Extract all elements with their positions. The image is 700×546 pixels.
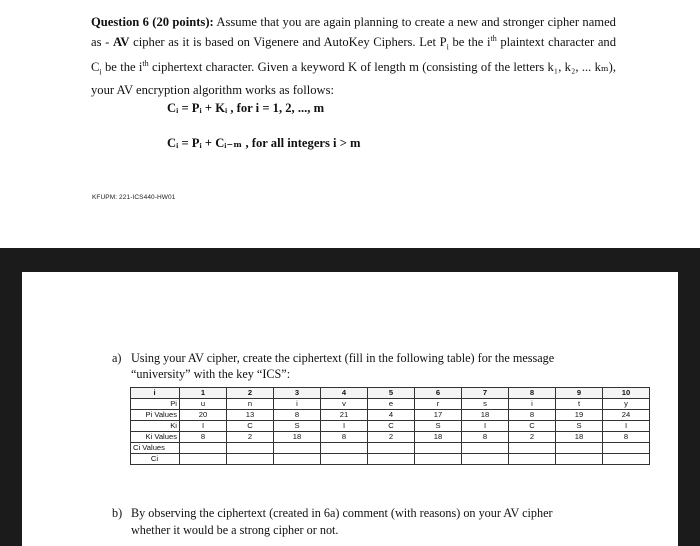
table-cell: r (415, 399, 462, 410)
row-label: Pi (131, 399, 180, 410)
table-row-ciphertext (131, 454, 650, 465)
table-cell-empty (227, 443, 274, 454)
part-a-text: Using your AV cipher, create the ciphertext (fill in the following table) for the message “university” with the key “ICS”: (131, 351, 555, 381)
table-header-cell: 6 (415, 388, 462, 399)
table-cell-empty (415, 454, 462, 465)
table-cell: e (368, 399, 415, 410)
right-border (678, 272, 700, 546)
table-cell: 24 (603, 410, 650, 421)
table-cell-empty (368, 454, 415, 465)
table-cell: I (462, 421, 509, 432)
part-b-label: b) (112, 506, 123, 520)
table-cell: 18 (415, 432, 462, 443)
table-header-cell: 9 (556, 388, 603, 399)
table-cell: I (603, 421, 650, 432)
table-cell: 18 (556, 432, 603, 443)
table-cell-empty (462, 443, 509, 454)
table-cell-empty (180, 443, 227, 454)
table-cell: 17 (415, 410, 462, 421)
table-cell: 8 (274, 410, 321, 421)
formula-initial: Cᵢ = Pᵢ + Kᵢ , for i = 1, 2, ..., m (167, 101, 325, 115)
table-cell-empty (415, 443, 462, 454)
table-cell-empty (509, 443, 556, 454)
table-cell: i (274, 399, 321, 410)
table-cell: 13 (227, 410, 274, 421)
table-header-cell: 1 (180, 388, 227, 399)
table-cell: 20 (180, 410, 227, 421)
table-cell-empty (180, 454, 227, 465)
table-cell: C (368, 421, 415, 432)
page-separator (0, 248, 700, 272)
question-page-bottom (22, 272, 678, 546)
part-a-label: a) (112, 351, 122, 365)
table-cell: t (556, 399, 603, 410)
table-header-cell: i (131, 388, 180, 399)
table-cell-empty (603, 443, 650, 454)
table-row-key-values (131, 432, 650, 443)
table-cell: v (321, 399, 368, 410)
row-label: Ci Values (131, 443, 180, 454)
table-cell: I (180, 421, 227, 432)
table-header-cell: 8 (509, 388, 556, 399)
row-label: Ki Values (131, 432, 180, 443)
table-cell: 8 (603, 432, 650, 443)
table-cell-empty (321, 443, 368, 454)
table-cell: 18 (274, 432, 321, 443)
question-page-top (0, 0, 700, 248)
table-cell: 8 (462, 432, 509, 443)
table-cell-empty (321, 454, 368, 465)
table-row-key (131, 421, 650, 432)
table-cell: 2 (509, 432, 556, 443)
row-label: Pi Values (131, 410, 180, 421)
table-cell: I (321, 421, 368, 432)
table-row-cipher-values (131, 443, 650, 454)
table-cell-empty (274, 454, 321, 465)
table-cell: C (509, 421, 556, 432)
table-header-cell: 5 (368, 388, 415, 399)
table-row-plaintext-values (131, 410, 650, 421)
table-cell: S (274, 421, 321, 432)
table-cell-empty (603, 454, 650, 465)
table-header-cell: 7 (462, 388, 509, 399)
table-cell: 18 (462, 410, 509, 421)
part-b-text: By observing the ciphertext (created in 6a) comment (with reasons) on your AV cipher whether it would be a strong cipher or not. (131, 506, 553, 537)
table-cell: 19 (556, 410, 603, 421)
table-cell: 8 (180, 432, 227, 443)
table-cell-empty (556, 454, 603, 465)
table-cell: 8 (321, 432, 368, 443)
table-cell-empty (462, 454, 509, 465)
table-cell: n (227, 399, 274, 410)
table-cell: C (227, 421, 274, 432)
table-header-cell: 4 (321, 388, 368, 399)
table-header-cell: 3 (274, 388, 321, 399)
table-cell: 21 (321, 410, 368, 421)
table-row-index (131, 388, 650, 399)
question-6-paragraph: Question 6 (20 points): Assume that you are again planning to create a new and stronger cipher named as - AV cipher as it is based on Vigenere and AutoKey Ciphers. Let $P_i$ be the $i^{th}$ plaintext character and $C_i$ be the $i^{th}$ ciphertext character. Given a keyword K of length m (consisting of the letters k₁, k₂, ... kₘ), your AV encryption algorithm works as follows: (91, 15, 617, 97)
table-cell: 4 (368, 410, 415, 421)
table-cell-empty (227, 454, 274, 465)
table-cell: 2 (227, 432, 274, 443)
formula-autokey: Cᵢ = Pᵢ + Cᵢ₋ₘ , for all integers i > m (167, 136, 361, 150)
table-cell-empty (274, 443, 321, 454)
course-watermark: KFUPM: 221-ICS440-HW01 (92, 194, 176, 201)
table-cell: y (603, 399, 650, 410)
table-row-plaintext (131, 399, 650, 410)
row-label: Ki (131, 421, 180, 432)
table-cell: 8 (509, 410, 556, 421)
table-cell-empty (556, 443, 603, 454)
table-header-cell: 10 (603, 388, 650, 399)
table-cell: 2 (368, 432, 415, 443)
row-label: Ci (131, 454, 180, 465)
table-cell: S (556, 421, 603, 432)
left-border (0, 272, 22, 546)
table-cell: i (509, 399, 556, 410)
cipher-table (130, 387, 650, 465)
table-cell-empty (368, 443, 415, 454)
table-cell: s (462, 399, 509, 410)
table-cell-empty (509, 454, 556, 465)
table-header-cell: 2 (227, 388, 274, 399)
table-cell: u (180, 399, 227, 410)
question-6-title: Question 6 (20 points): (91, 15, 214, 29)
table-cell: S (415, 421, 462, 432)
